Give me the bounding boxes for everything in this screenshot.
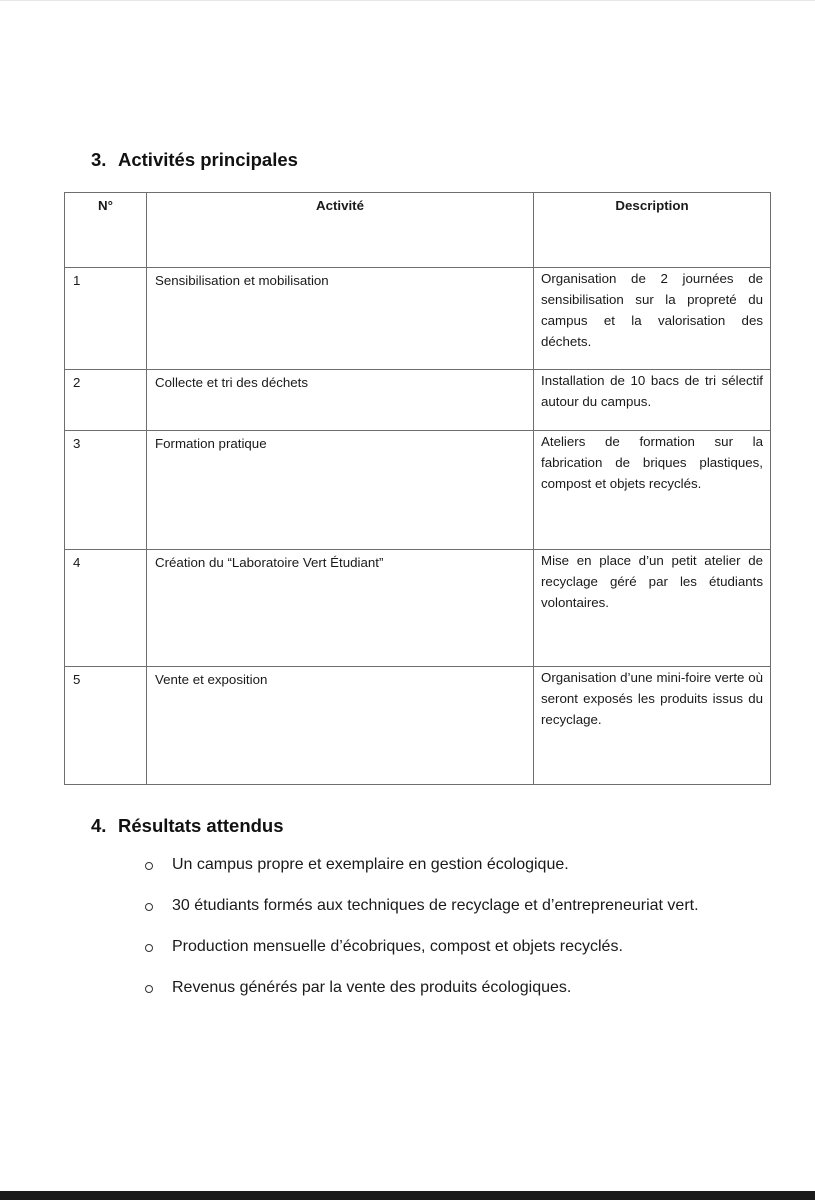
row-number: 3 [65,431,147,550]
row-description: Mise en place d’un petit atelier de recyclage géré par les étudiants volontaires. [534,550,771,667]
list-item-text: Revenus générés par la vente des produits écologiques. [172,979,572,996]
activities-table [64,192,771,785]
header-activity: Activité [147,193,534,268]
hollow-circle-bullet-icon [145,862,153,870]
table-row [65,370,771,431]
table-row [65,431,771,550]
section-4-number: 4. [91,815,107,836]
list-item [144,935,699,976]
list-item-text: 30 étudiants formés aux techniques de recyclage et d’entrepreneuriat vert. [172,897,699,914]
row-number: 1 [65,268,147,370]
row-activity: Collecte et tri des déchets [147,370,534,431]
table-header-row [65,193,771,268]
header-description: Description [534,193,771,268]
row-number: 5 [65,667,147,785]
row-description: Ateliers de formation sur la fabrication de briques plastiques, compost et objets recyclés. [534,431,771,550]
results-list [144,853,699,1017]
row-activity: Vente et exposition [147,667,534,785]
list-item [144,976,699,1017]
top-divider [0,0,815,1]
hollow-circle-bullet-icon [145,944,153,952]
section-4-heading [91,815,284,837]
row-activity: Sensibilisation et mobilisation [147,268,534,370]
row-activity: Création du “Laboratoire Vert Étudiant” [147,550,534,667]
row-number: 2 [65,370,147,431]
section-4-title: Résultats attendus [118,815,284,836]
row-description: Organisation d’une mini-foire verte où seront exposés les produits issus du recyclage. [534,667,771,785]
list-item [144,853,699,894]
list-item-text: Un campus propre et exemplaire en gestion écologique. [172,856,569,873]
row-activity: Formation pratique [147,431,534,550]
section-3-title: Activités principales [118,149,298,170]
list-item-text: Production mensuelle d’écobriques, compost et objets recyclés. [172,938,623,955]
bottom-bar [0,1191,815,1200]
row-description: Organisation de 2 journées de sensibilisation sur la propreté du campus et la valorisation des déchets. [534,268,771,370]
section-3-number: 3. [91,149,107,170]
list-item [144,894,699,935]
header-number: N° [65,193,147,268]
hollow-circle-bullet-icon [145,985,153,993]
table-row [65,268,771,370]
table-row [65,550,771,667]
section-3-heading [91,149,298,171]
hollow-circle-bullet-icon [145,903,153,911]
row-description: Installation de 10 bacs de tri sélectif autour du campus. [534,370,771,431]
table-row [65,667,771,785]
row-number: 4 [65,550,147,667]
